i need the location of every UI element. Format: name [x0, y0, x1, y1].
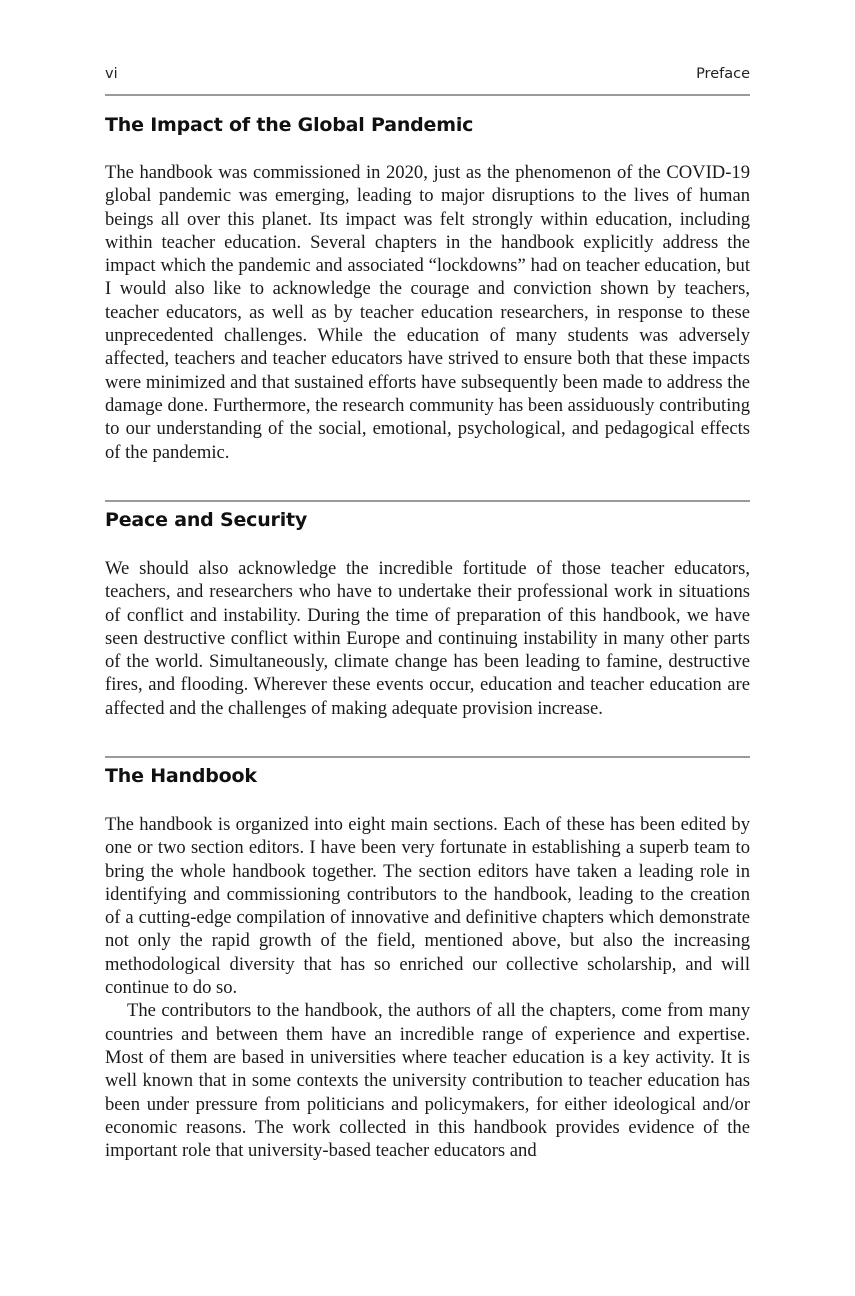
paragraph: The handbook is organized into eight main sections. Each of these has been edited by one or two section editors. I have been very fortunate in establishing a superb team to bring the whole handbook together. The section editors have taken a leading role in identifying and commissioning contributors to the handbook, leading to the creation of a cutting-edge compilation of innovative and definitive chapters which demonstrate not only the rapid growth of the field, mentioned above, but also the increasing methodological diversity that has so enriched our collective scholarship, and will continue to do so.: [105, 814, 750, 999]
paragraph: We should also acknowledge the incredible fortitude of those teacher educators, teachers, and researchers who have to undertake their professional work in situations of conflict and instability. During the time of preparation of this handbook, we have seen destructive conflict within Europe and continuing instability in many other parts of the world. Simultaneously, climate change has been leading to famine, destructive fires, and flooding. Wherever these events occur, education and teacher education are affected and the challenges of making adequate provision increase.: [105, 558, 750, 719]
section-rule: [105, 500, 750, 502]
section-rule: [105, 756, 750, 758]
running-head: [105, 66, 750, 86]
header-rule: [105, 94, 750, 96]
section-body-handbook: [105, 813, 750, 1162]
section-body-pandemic: [105, 161, 750, 464]
paragraph: The handbook was commissioned in 2020, just as the phenomenon of the COVID-19 global pandemic was emerging, leading to major disruptions to the lives of human beings all over this planet. Its impact was felt strongly within education, including within teacher education. Several chapters in the handbook explicitly address the impact which the pandemic and associated “lockdowns” had on teacher education, but I would also like to acknowledge the courage and conviction shown by teachers, teacher educators, as well as by teacher education researchers, in response to these unprecedented challenges. While the education of many students was adversely affected, teachers and teacher educators have strived to ensure both that these impacts were minimized and that sustained efforts have subsequently been made to address the damage done. Furthermore, the research community has been assiduously contributing to our understanding of the social, emotional, psychological, and pedagogical effects of the pandemic.: [105, 162, 750, 463]
section-body-peace-security: [105, 557, 750, 720]
paragraph: The contributors to the handbook, the authors of all the chapters, come from many countries and between them have an incredible range of experience and expertise. Most of them are based in universities where teacher education is a key activity. It is well known that in some contexts the university contribution to teacher education has been under pressure from politicians and policymakers, for either ideological and/or economic reasons. The work collected in this handbook provides evidence of the important role that university-based teacher educators and: [105, 1000, 750, 1162]
running-head-title: Preface: [696, 66, 750, 82]
section-heading-pandemic: The Impact of the Global Pandemic: [105, 114, 474, 136]
page-number: vi: [105, 66, 118, 82]
section-heading-handbook: The Handbook: [105, 765, 257, 787]
section-heading-peace-security: Peace and Security: [105, 509, 308, 531]
